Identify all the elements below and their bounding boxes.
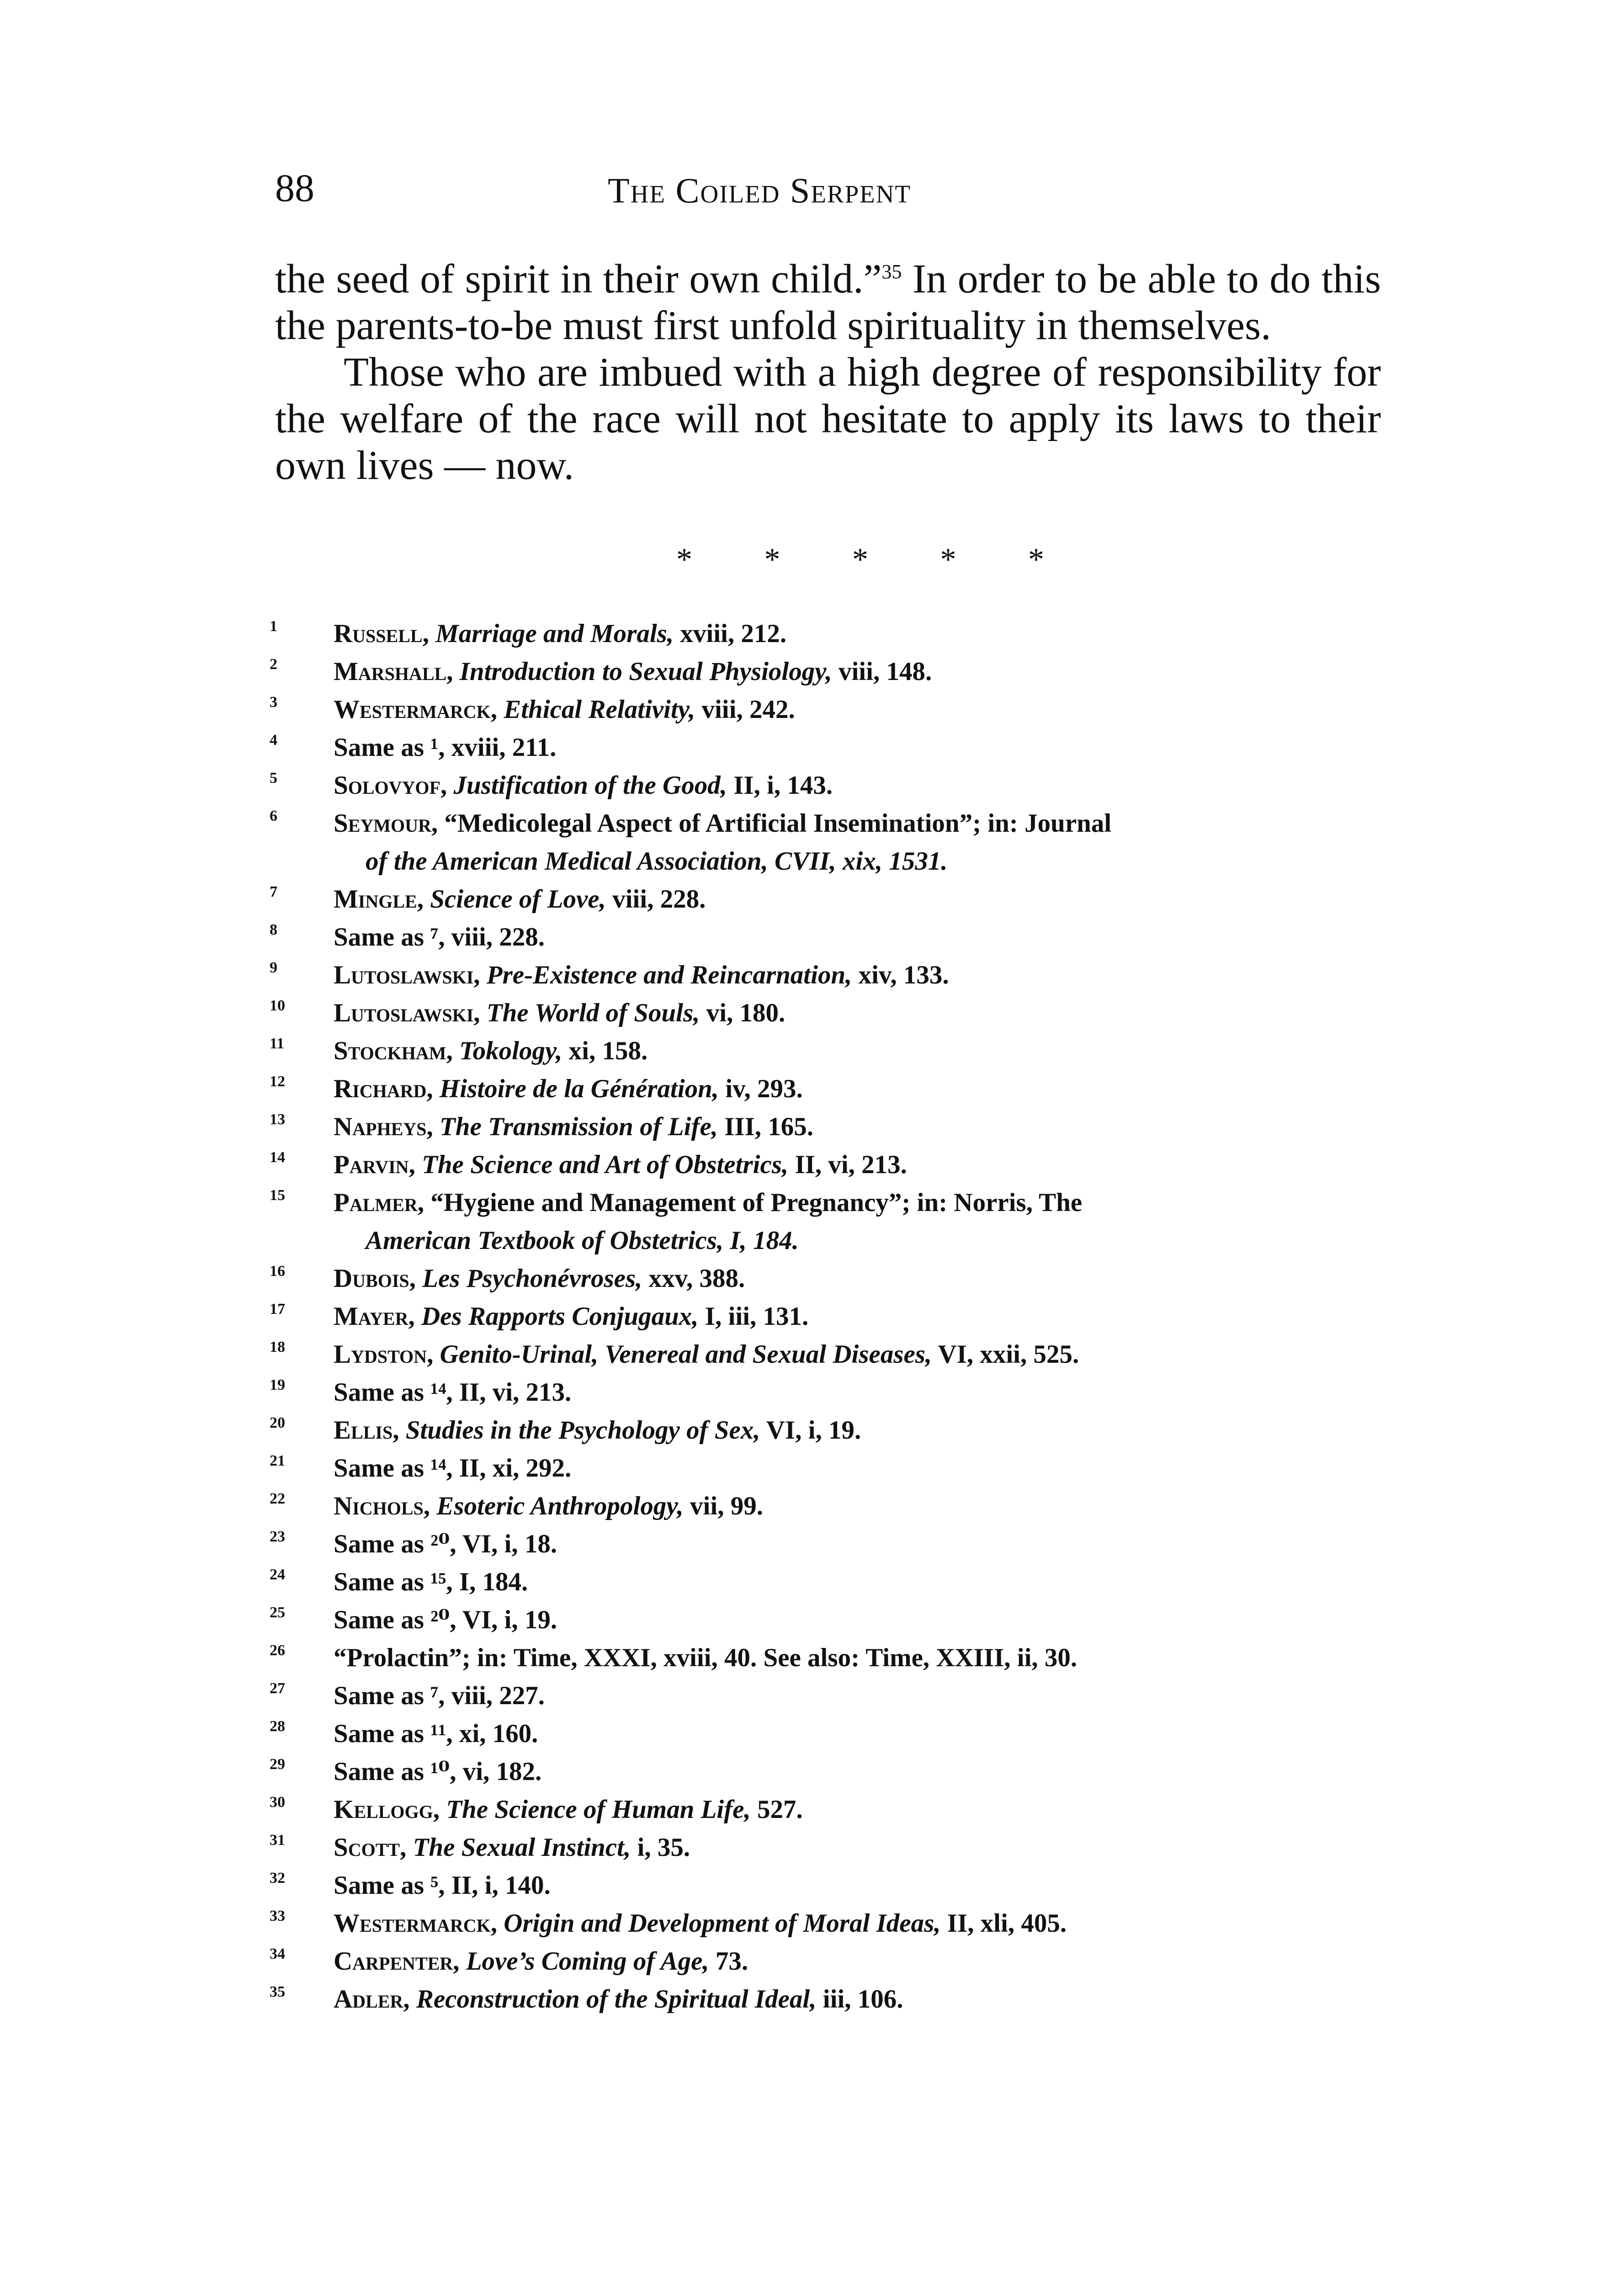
footnote-number: 17: [270, 1301, 285, 1318]
footnote-reference: II, vi, 213.: [788, 1150, 907, 1179]
footnote-item: [270, 804, 1394, 880]
footnote-reference: VI, xxii, 525.: [932, 1340, 1079, 1369]
footnote-number: 30: [270, 1794, 285, 1811]
footnote-number: 29: [270, 1756, 285, 1773]
footnote-reference: Same as ¹⁰, vi, 182.: [334, 1757, 542, 1786]
footnote-text: [334, 1340, 1079, 1369]
footnote-title: Science of Love,: [430, 885, 606, 914]
footnote-author: Nichols,: [334, 1492, 430, 1520]
footnote-title: Ethical Relativity,: [504, 695, 695, 724]
footnote-reference: II, xli, 405.: [940, 1909, 1067, 1938]
footnote-title: Pre-Existence and Reincarnation,: [486, 961, 852, 989]
footnote-item: [270, 1866, 1394, 1904]
footnote-text: [334, 1150, 907, 1179]
footnote-text: [334, 923, 545, 951]
footnote-number: 21: [270, 1452, 285, 1469]
footnote-title: Studies in the Psychology of Sex,: [405, 1416, 760, 1445]
footnote-reference: Same as ¹⁴, II, vi, 213.: [334, 1378, 572, 1407]
footnote-number: 8: [270, 921, 277, 938]
footnote-title: Justification of the Good,: [453, 771, 727, 800]
footnote-item: [270, 1677, 1394, 1715]
footnote-text: [334, 1184, 1394, 1222]
footnote-reference: “Hygiene and Management of Pregnancy”; in: Norris, The: [424, 1188, 1083, 1217]
footnote-number: 33: [270, 1908, 285, 1924]
footnote-reference: iii, 106.: [816, 1985, 903, 2014]
footnote-text: [334, 1985, 903, 2014]
footnote-text: [334, 1909, 1067, 1938]
footnote-item: [270, 1184, 1394, 1259]
section-separator: * * * * *: [676, 542, 1076, 577]
footnote-text: [334, 1264, 745, 1293]
footnote-number: 24: [270, 1566, 285, 1583]
footnote-text: [334, 1643, 1077, 1672]
paragraph-1: [275, 256, 1381, 349]
footnote-item: [270, 1563, 1394, 1601]
footnote-ref-35: 35: [881, 260, 902, 283]
footnote-title: The World of Souls,: [486, 999, 700, 1027]
footnote-number: 34: [270, 1945, 285, 1962]
paragraph-2: Those who are imbued with a high degree of responsibility for the welfare of the race will not hesitate to apply its laws to their own lives — now.: [275, 350, 1381, 488]
footnote-item: [270, 1525, 1394, 1563]
footnote-number: 35: [270, 1983, 285, 2000]
footnote-reference: vii, 99.: [683, 1492, 763, 1520]
footnote-number: 3: [270, 694, 277, 711]
footnote-item: [270, 728, 1394, 766]
footnote-reference: xiv, 133.: [852, 961, 949, 989]
footnote-author: Ellis,: [334, 1416, 399, 1445]
footnote-item: [270, 1601, 1394, 1639]
footnote-item: [270, 1715, 1394, 1753]
footnote-number: 7: [270, 883, 277, 900]
footnote-number: 18: [270, 1339, 285, 1355]
paragraph-1-rest: In order to be able to do this the parents-to-be must first unfold spirituality in themselves.: [275, 256, 1381, 348]
footnote-title: Love’s Coming of Age,: [466, 1947, 709, 1976]
footnote-title: Les Psychonévroses,: [422, 1264, 642, 1293]
footnote-text: [334, 1605, 557, 1634]
footnote-reference: iv, 293.: [719, 1074, 803, 1103]
footnote-number: 1: [270, 618, 277, 635]
footnote-text: [334, 1795, 803, 1824]
footnote-author: Russell,: [334, 619, 429, 648]
footnote-number: 32: [270, 1870, 285, 1886]
footnote-number: 27: [270, 1680, 285, 1697]
footnote-author: Westermarck,: [334, 695, 497, 724]
footnote-item: [270, 615, 1394, 653]
footnote-reference: III, 165.: [718, 1112, 814, 1141]
footnote-text: [334, 999, 785, 1027]
footnote-author: Dubois,: [334, 1264, 416, 1293]
footnote-item: [270, 1108, 1394, 1146]
footnote-reference: “Prolactin”; in: Time, XXXI, xviii, 40. See also: Time, XXIII, ii, 30.: [334, 1643, 1077, 1672]
footnote-reference: VI, i, 19.: [760, 1416, 861, 1445]
footnote-item: [270, 766, 1394, 804]
footnote-author: Solovyof,: [334, 771, 447, 800]
footnote-reference: xi, 158.: [562, 1036, 648, 1065]
footnote-reference: viii, 242.: [695, 695, 795, 724]
footnote-text: [334, 1568, 528, 1596]
footnote-title: Introduction to Sexual Physiology,: [459, 657, 832, 686]
footnote-author: Lydston,: [334, 1340, 434, 1369]
footnote-text: [334, 1719, 538, 1748]
footnote-text: [334, 1302, 808, 1331]
footnote-number: 12: [270, 1073, 285, 1090]
footnote-reference: Same as ⁵, II, i, 140.: [334, 1871, 551, 1900]
footnote-item: [270, 1791, 1394, 1828]
footnote-number: 10: [270, 997, 285, 1014]
footnote-item: [270, 1753, 1394, 1791]
footnote-author: Carpenter,: [334, 1947, 460, 1976]
footnote-reference: Same as ¹, xviii, 211.: [334, 733, 557, 762]
footnote-text: [334, 695, 795, 724]
footnote-item: [270, 1449, 1394, 1487]
footnote-text: [334, 1378, 571, 1407]
footnote-number: 2: [270, 656, 277, 673]
footnote-number: 16: [270, 1263, 285, 1280]
footnote-text: [334, 804, 1394, 842]
footnote-reference: I, iii, 131.: [698, 1302, 809, 1331]
footnote-title: Des Rapports Conjugaux,: [421, 1302, 699, 1331]
footnote-text: [334, 1833, 690, 1862]
footnote-reference: xxv, 388.: [642, 1264, 745, 1293]
footnote-reference: II, i, 143.: [727, 771, 833, 800]
footnote-author: Lutoslawski,: [334, 961, 480, 989]
paragraph-1-text: the seed of spirit in their own child.”: [275, 256, 882, 302]
footnote-text: [334, 1681, 545, 1710]
footnote-text: [334, 1757, 541, 1786]
footnote-title: Marriage and Morals,: [435, 619, 674, 648]
footnote-text: [334, 1036, 647, 1065]
footnote-reference: “Medicolegal Aspect of Artificial Insemination”; in: Journal: [438, 809, 1112, 838]
body-text: [275, 256, 1381, 489]
footnote-author: Mayer,: [334, 1302, 415, 1331]
footnote-title: The Science of Human Life,: [446, 1795, 751, 1824]
footnote-author: Palmer,: [334, 1188, 424, 1217]
footnote-text: [334, 1454, 571, 1483]
footnote-reference: vi, 180.: [700, 999, 785, 1027]
footnote-item: [270, 1259, 1394, 1297]
footnote-continuation: American Textbook of Obstetrics, I, 184.: [366, 1226, 799, 1255]
footnote-item: [270, 880, 1394, 918]
footnote-item: [270, 1335, 1394, 1373]
footnote-reference: 527.: [750, 1795, 803, 1824]
footnote-number: 13: [270, 1111, 285, 1128]
footnote-number: 15: [270, 1187, 285, 1204]
footnote-item: [270, 1639, 1394, 1677]
footnote-title: The Sexual Instinct,: [413, 1833, 631, 1862]
page-number: 88: [275, 166, 314, 210]
footnote-number: 9: [270, 959, 277, 976]
footnote-title: Origin and Development of Moral Ideas,: [504, 1909, 941, 1938]
footnote-item: [270, 956, 1394, 994]
footnote-title: The Transmission of Life,: [439, 1112, 718, 1141]
footnote-text: [334, 1074, 803, 1103]
footnote-text: [334, 619, 786, 648]
footnote-reference: viii, 148.: [832, 657, 932, 686]
footnote-item: [270, 1373, 1394, 1411]
footnote-author: Seymour,: [334, 809, 438, 838]
footnote-item: [270, 1942, 1394, 1980]
footnote-reference: 73.: [709, 1947, 748, 1976]
footnote-item: [270, 1146, 1394, 1184]
footnote-item: [270, 1297, 1394, 1335]
footnote-title: The Science and Art of Obstetrics,: [422, 1150, 789, 1179]
footnote-number: 6: [270, 808, 277, 824]
footnote-author: Napheys,: [334, 1112, 433, 1141]
footnote-item: [270, 691, 1394, 728]
footnote-item: [270, 1070, 1394, 1108]
footnote-text: [334, 1871, 551, 1900]
footnote-title: Esoteric Anthropology,: [436, 1492, 684, 1520]
footnote-reference: Same as ¹¹, xi, 160.: [334, 1719, 538, 1748]
footnote-text: [334, 657, 932, 686]
footnote-reference: xviii, 212.: [674, 619, 787, 648]
footnote-text: [334, 1947, 748, 1976]
footnote-author: Westermarck,: [334, 1909, 497, 1938]
footnote-author: Lutoslawski,: [334, 999, 480, 1027]
footnote-author: Marshall,: [334, 657, 453, 686]
footnote-item: [270, 1487, 1394, 1525]
footnote-number: 14: [270, 1149, 285, 1166]
footnote-number: 31: [270, 1832, 285, 1849]
footnote-number: 5: [270, 770, 277, 786]
footnote-reference: Same as ¹⁴, II, xi, 292.: [334, 1454, 572, 1483]
footnote-item: [270, 1828, 1394, 1866]
footnote-item: [270, 1904, 1394, 1942]
footnote-continuation: of the American Medical Association, CVII, xix, 1531.: [366, 847, 948, 876]
footnote-number: 22: [270, 1490, 285, 1507]
footnote-author: Scott,: [334, 1833, 407, 1862]
footnote-reference: viii, 228.: [605, 885, 706, 914]
footnote-title: Reconstruction of the Spiritual Ideal,: [416, 1985, 817, 2014]
footnote-number: 19: [270, 1376, 285, 1393]
footnote-item: [270, 1032, 1394, 1070]
footnote-text: [334, 1112, 813, 1141]
footnote-item: [270, 1980, 1394, 2018]
footnote-number: 20: [270, 1414, 285, 1431]
footnote-item: [270, 653, 1394, 691]
footnote-text: [334, 1416, 861, 1445]
footnote-author: Parvin,: [334, 1150, 415, 1179]
footnote-reference: Same as ⁷, viii, 227.: [334, 1681, 545, 1710]
running-head: The Coiled Serpent: [608, 170, 912, 210]
footnote-title: Histoire de la Génération,: [439, 1074, 719, 1103]
footnote-number: 25: [270, 1604, 285, 1621]
footnote-item: [270, 994, 1394, 1032]
footnote-number: 26: [270, 1642, 285, 1659]
footnote-author: Adler,: [334, 1985, 410, 2014]
footnote-author: Mingle,: [334, 885, 424, 914]
footnote-author: Richard,: [334, 1074, 433, 1103]
footnote-author: Stockham,: [334, 1036, 453, 1065]
footnote-text: [334, 961, 949, 989]
footnote-text: [334, 771, 833, 800]
footnote-reference: Same as ⁷, viii, 228.: [334, 923, 545, 951]
footnote-number: 23: [270, 1528, 285, 1545]
footnote-item: [270, 918, 1394, 956]
footnote-number: 4: [270, 732, 277, 749]
footnotes-list: [270, 615, 1394, 2018]
footnote-text: [334, 1492, 763, 1520]
footnote-item: [270, 1411, 1394, 1449]
footnote-title: Tokology,: [459, 1036, 563, 1065]
footnote-reference: Same as ¹⁵, I, 184.: [334, 1568, 528, 1596]
footnote-reference: Same as ²⁰, VI, i, 18.: [334, 1530, 557, 1558]
footnote-text: [334, 733, 556, 762]
footnote-text: [334, 1530, 557, 1558]
footnote-reference: Same as ²⁰, VI, i, 19.: [334, 1605, 557, 1634]
footnote-number: 11: [270, 1035, 285, 1052]
footnote-title: Genito-Urinal, Venereal and Sexual Diseases,: [440, 1340, 932, 1369]
footnote-author: Kellogg,: [334, 1795, 440, 1824]
footnote-text: [334, 885, 706, 914]
footnote-number: 28: [270, 1718, 285, 1735]
footnote-reference: i, 35.: [631, 1833, 690, 1862]
